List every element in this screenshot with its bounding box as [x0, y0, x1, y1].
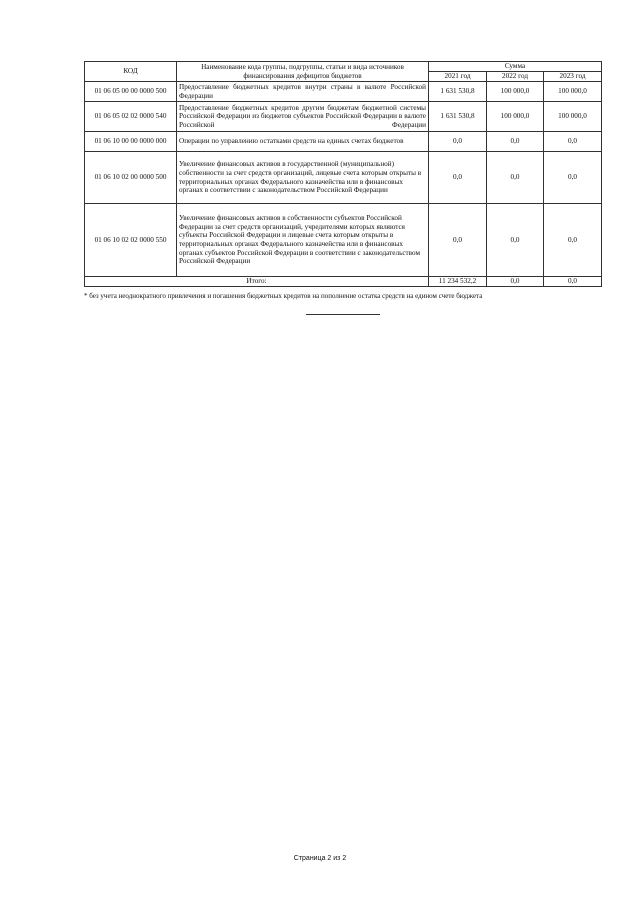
row-value-2023: 100 000,0: [544, 102, 602, 132]
row-name: Предоставление бюджетных кредитов внутри страны в валюте Российской Федерации: [177, 82, 429, 102]
row-value-2021: 0,0: [429, 204, 487, 277]
row-value-2022: 0,0: [487, 152, 544, 204]
row-value-2022: 0,0: [487, 132, 544, 152]
row-value-2021: 1 631 530,8: [429, 82, 487, 102]
row-code: 01 06 10 02 02 0000 550: [85, 204, 177, 277]
header-year-2021: 2021 год: [429, 72, 487, 82]
row-code: 01 06 10 02 00 0000 500: [85, 152, 177, 204]
table-row: [85, 82, 602, 102]
header-sum: Сумма: [429, 62, 602, 72]
total-value-2023: 0,0: [544, 277, 602, 287]
row-code: 01 06 05 00 00 0000 500: [85, 82, 177, 102]
total-value-2021: 11 234 532,2: [429, 277, 487, 287]
row-value-2023: 0,0: [544, 204, 602, 277]
total-value-2022: 0,0: [487, 277, 544, 287]
row-value-2022: 0,0: [487, 204, 544, 277]
end-of-document-line: [306, 314, 380, 315]
row-code: 01 06 05 02 02 0000 540: [85, 102, 177, 132]
row-value-2021: 1 631 530,8: [429, 102, 487, 132]
row-name: Операции по управлению остатками средств на единых счетах бюджетов: [177, 132, 429, 152]
row-code: 01 06 10 00 00 0000 000: [85, 132, 177, 152]
row-value-2023: 100 000,0: [544, 82, 602, 102]
footnote: * без учета неоднократного привлечения и погашения бюджетных кредитов на пополнение остатка средств на едином счете бюджета: [84, 292, 483, 300]
row-value-2021: 0,0: [429, 152, 487, 204]
header-name: Наименование кода группы, подгруппы, статьи и вида источников финансирования дефицитов бюджетов: [177, 62, 429, 82]
total-row: [85, 277, 602, 287]
header-year-2022: 2022 год: [487, 72, 544, 82]
row-value-2022: 100 000,0: [487, 82, 544, 102]
row-name: Увеличение финансовых активов в государственной (муниципальной) собственности за счет средств организаций, лицевые счета которым открыты в территориальных органах Федерального казначейства или в финансовых органах в соответствии с законодательством Российской Федерации: [177, 152, 429, 204]
row-value-2023: 0,0: [544, 152, 602, 204]
header-code: КОД: [85, 62, 177, 82]
table-row: [85, 102, 602, 132]
total-label: Итого:: [85, 277, 429, 287]
row-name: Увеличение финансовых активов в собственности субъектов Российской Федерации за счет средств организаций, учредителями которых являются субъекты Российской Федерации и лицевые счета которым открыты в территориальных органах Федерального казначейства или в финансовых органах субъектов Российской Федерации в соответствии с законодательством Российской Федерации: [177, 204, 429, 277]
row-value-2023: 0,0: [544, 132, 602, 152]
sources-financing-table: [84, 61, 602, 287]
header-year-2023: 2023 год: [544, 72, 602, 82]
table-row: [85, 204, 602, 277]
table-row: [85, 132, 602, 152]
row-name: Предоставление бюджетных кредитов другим бюджетам бюджетной системы Российской Федерации из бюджетов субъектов Российской Федерации в валюте Российской Федерации: [177, 102, 429, 132]
row-value-2022: 100 000,0: [487, 102, 544, 132]
page-number: Страница 2 из 2: [293, 855, 347, 862]
table-row: [85, 152, 602, 204]
row-value-2021: 0,0: [429, 132, 487, 152]
